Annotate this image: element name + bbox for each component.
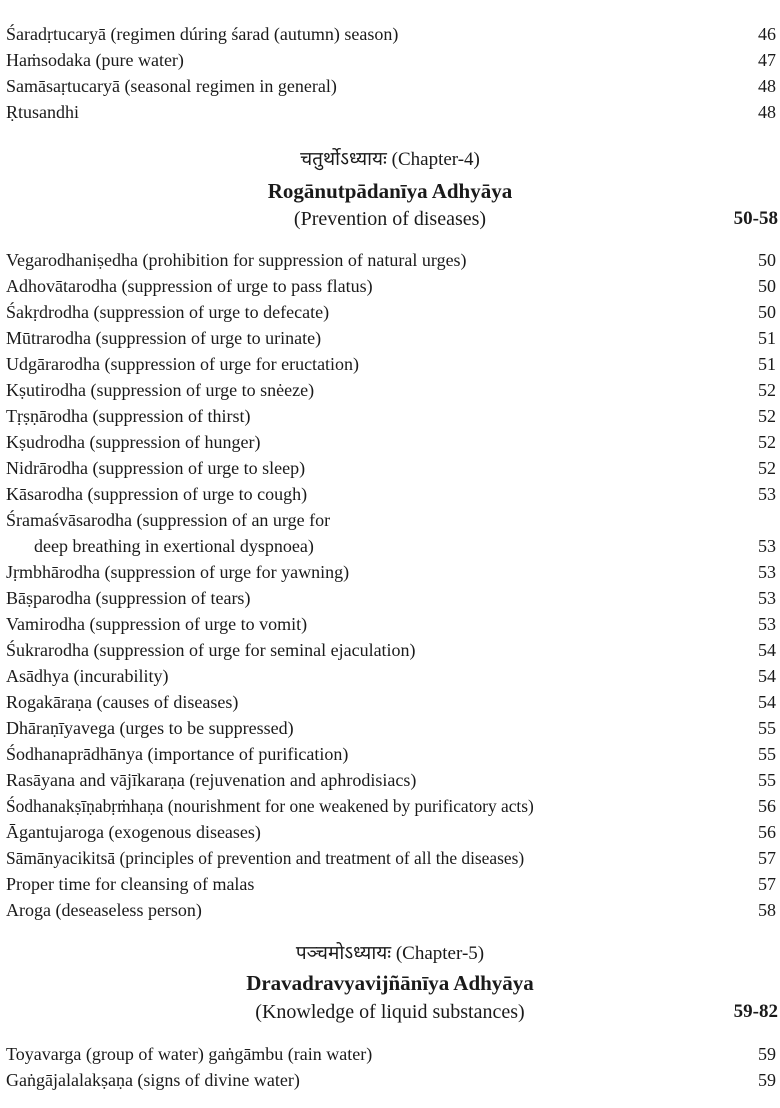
toc-entry <box>6 47 776 73</box>
entry-page-number: 53 <box>758 614 776 634</box>
toc-entry <box>6 21 776 47</box>
entry-title: Nidrārodha (suppression of urge to sleep) <box>6 458 306 478</box>
toc-entry <box>6 429 776 455</box>
entry-title-continuation: deep breathing in exertional dyspnoea) <box>34 536 314 556</box>
toc-entry <box>6 273 776 299</box>
entry-title: Toyavarga (group of water) gaṅgāmbu (rain water) <box>6 1044 373 1064</box>
entry-page-number: 53 <box>758 536 776 556</box>
chapter-4-subtitle: (Prevention of diseases) <box>293 208 487 230</box>
toc-entry <box>6 299 776 325</box>
entry-title: Proper time for cleansing of malas <box>6 874 255 894</box>
entry-title: Ṛtusandhi <box>6 102 80 122</box>
toc-entry <box>6 481 776 507</box>
entry-page-number: 58 <box>758 900 776 920</box>
toc-entry <box>6 793 776 819</box>
entry-page-number: 47 <box>758 50 776 70</box>
entry-page-number: 57 <box>758 874 776 894</box>
entry-title: Asādhya (incurability) <box>6 666 169 686</box>
entry-title: Vegarodhaniṣedha (prohibition for suppression of natural urges) <box>6 250 467 270</box>
entry-title: Gaṅgājalalakṣaṇa (signs of divine water) <box>6 1070 300 1090</box>
entry-title: Samāsaṛtucaryā (seasonal regimen in general) <box>6 76 337 96</box>
toc-entry <box>6 351 776 377</box>
chapter-5-subtitle-row <box>0 998 780 1026</box>
entry-title: Śukrarodha (suppression of urge for seminal ejaculation) <box>6 640 416 660</box>
entry-page-number: 53 <box>758 588 776 608</box>
toc-entry <box>6 689 776 715</box>
toc-entry <box>6 637 776 663</box>
entry-page-number: 54 <box>758 640 776 660</box>
toc-entry <box>6 897 776 923</box>
entry-title: Adhovātarodha (suppression of urge to pass flatus) <box>6 276 373 296</box>
entry-title: Rasāyana and vājīkaraṇa (rejuvenation and aphrodisiacs) <box>6 770 417 790</box>
toc-entry <box>6 533 776 559</box>
entry-page-number: 52 <box>758 380 776 400</box>
entry-page-number: 53 <box>758 484 776 504</box>
entry-title: Sāmānyacikitsā (principles of prevention and treatment of all the diseases) <box>6 848 525 868</box>
entry-page-number: 54 <box>758 692 776 712</box>
entry-title: Bāṣparodha (suppression of tears) <box>6 588 251 608</box>
entry-page-number: 55 <box>758 770 776 790</box>
chapter-5-title: Dravadravyavijñānīya Adhyāya <box>246 971 534 995</box>
entry-title: Mūtrarodha (suppression of urge to urinate) <box>6 328 322 348</box>
entry-title: Rogakāraṇa (causes of diseases) <box>6 692 239 712</box>
entry-title: Āgantujaroga (exogenous diseases) <box>6 822 261 842</box>
toc-entry <box>6 611 776 637</box>
entry-title: Kṣudrodha (suppression of hunger) <box>6 432 261 452</box>
entry-page-number: 51 <box>758 328 776 348</box>
chapter-5-heading: पञ्चमोऽध्यायः (Chapter-5) <box>295 943 485 964</box>
entry-page-number: 50 <box>758 302 776 322</box>
chapter-4-heading: चतुर्थोऽध्यायः (Chapter-4) <box>300 149 480 170</box>
entry-title: Jṛmbhārodha (suppression of urge for yawning) <box>6 562 350 582</box>
entry-title: Vamirodha (suppression of urge to vomit) <box>6 614 308 634</box>
chapter-4-title: Rogānutpādanīya Adhyāya <box>267 179 513 203</box>
toc-entry <box>6 99 776 125</box>
toc-entry <box>6 819 776 845</box>
entry-page-number: 46 <box>758 24 776 44</box>
chapter-5-subtitle: (Knowledge of liquid substances) <box>255 1001 525 1023</box>
entry-title: Śodhanaprādhānya (importance of purification) <box>6 744 349 764</box>
toc-entry <box>6 715 776 741</box>
entry-page-number: 48 <box>758 102 776 122</box>
toc-entry <box>6 871 776 897</box>
entry-page-number: 53 <box>758 562 776 582</box>
entry-page-number: 54 <box>758 666 776 686</box>
entry-title: Kāsarodha (suppression of urge to cough) <box>6 484 308 504</box>
entry-page-number: 52 <box>758 406 776 426</box>
chapter-4-page-range: 50-58 <box>733 208 778 229</box>
entry-title: Śaradṛtucaryā (regimen dúring śarad (autumn) season) <box>6 24 399 44</box>
toc-entry <box>6 845 776 871</box>
entry-page-number: 50 <box>758 250 776 270</box>
toc-entry <box>6 507 776 533</box>
entry-title: Haṁsodaka (pure water) <box>6 50 184 70</box>
entry-page-number: 59 <box>758 1044 776 1064</box>
entry-page-number: 50 <box>758 276 776 296</box>
entry-page-number: 56 <box>758 796 776 816</box>
toc-entry <box>6 455 776 481</box>
entry-title: Udgārarodha (suppression of urge for eructation) <box>6 354 360 374</box>
toc-entry <box>6 1041 776 1067</box>
toc-entry <box>6 741 776 767</box>
toc-entry <box>6 585 776 611</box>
entry-title: Kṣutirodha (suppression of urge to snėeze) <box>6 380 315 400</box>
entry-title: Tṛṣṇārodha (suppression of thirst) <box>6 406 251 426</box>
toc-entry <box>6 377 776 403</box>
entry-page-number: 55 <box>758 744 776 764</box>
toc-entry <box>6 663 776 689</box>
entry-title: Dhāraṇīyavega (urges to be suppressed) <box>6 718 294 738</box>
chapter-5-page-range: 59-82 <box>733 1001 778 1022</box>
toc-entry <box>6 325 776 351</box>
toc-entry <box>6 247 776 273</box>
entry-title: Aroga (deseaseless person) <box>6 900 202 920</box>
toc-entry <box>6 73 776 99</box>
entry-page-number: 52 <box>758 432 776 452</box>
entry-page-number: 59 <box>758 1070 776 1090</box>
entry-page-number: 55 <box>758 718 776 738</box>
entry-page-number: 52 <box>758 458 776 478</box>
toc-entry <box>6 403 776 429</box>
entry-page-number: 51 <box>758 354 776 374</box>
chapter-4-subtitle-row <box>0 205 780 233</box>
entry-title: Śakṛdrodha (suppression of urge to defecate) <box>6 302 330 322</box>
entry-title: Śramaśvāsarodha (suppression of an urge for <box>6 510 331 530</box>
entry-title: Śodhanakṣīṇabṛṁhaṇa (nourishment for one weakened by purificatory acts) <box>6 796 534 816</box>
entry-page-number: 57 <box>758 848 776 868</box>
toc-entry <box>6 767 776 793</box>
toc-entry <box>6 559 776 585</box>
toc-entry <box>6 1067 776 1093</box>
entry-page-number: 48 <box>758 76 776 96</box>
entry-page-number: 56 <box>758 822 776 842</box>
